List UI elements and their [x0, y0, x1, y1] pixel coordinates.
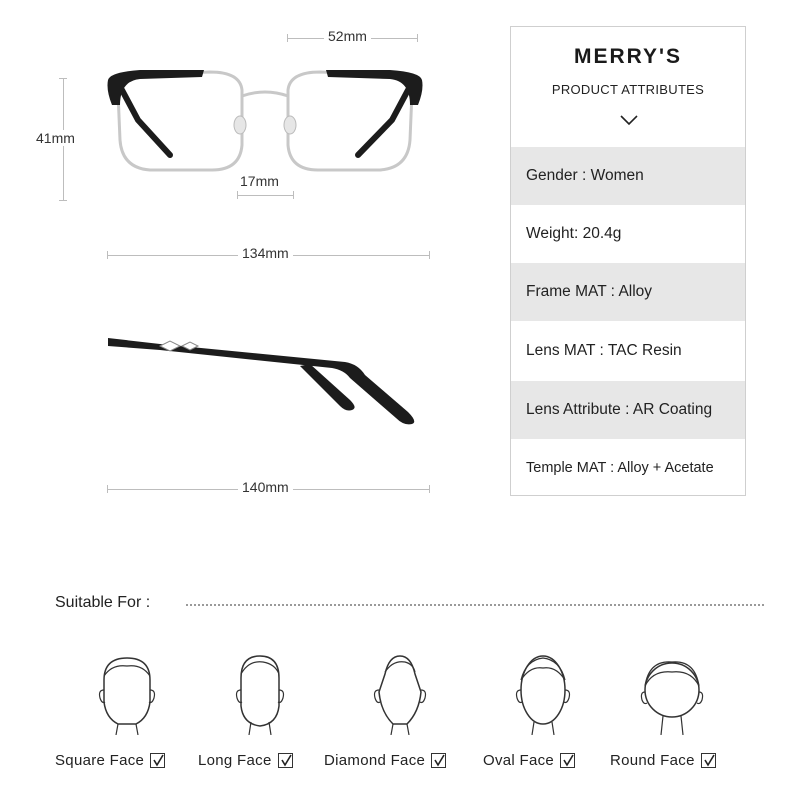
checkbox-checked-icon [560, 753, 575, 768]
face-label-diamond-text: Diamond Face [324, 752, 426, 769]
checkbox-checked-icon [701, 753, 716, 768]
lens-height-tick-top [59, 78, 67, 79]
square-face-icon [92, 650, 162, 735]
face-label-oval-text: Oval Face [483, 752, 555, 769]
attr-lens-mat-text: Lens MAT : TAC Resin [526, 342, 682, 359]
bridge-width-line [237, 195, 293, 196]
lens-width-tick-left [287, 34, 288, 42]
frame-width-tick-right [429, 251, 430, 259]
temple-length-tick-left [107, 485, 108, 493]
attr-weight-text: Weight: 20.4g [526, 225, 622, 242]
lens-width-tick-right [417, 34, 418, 42]
lens-width-label: 52mm [324, 28, 371, 44]
temple-side-icon [100, 330, 430, 430]
bridge-width-label: 17mm [236, 173, 283, 189]
checkbox-checked-icon [278, 753, 293, 768]
face-label-square [55, 752, 165, 769]
oval-face-icon [508, 650, 578, 735]
round-face-icon [637, 650, 707, 735]
face-label-oval [483, 752, 575, 769]
face-label-round [610, 752, 716, 769]
lens-height-tick-bottom [59, 200, 67, 201]
attr-row-temple-mat [511, 439, 745, 497]
attr-row-weight [511, 205, 745, 263]
face-label-round-text: Round Face [610, 752, 695, 769]
diamond-face-icon [365, 650, 435, 735]
lens-height-label: 41mm [32, 130, 79, 146]
long-face-icon [225, 650, 295, 735]
attr-row-lens-attribute [511, 381, 745, 439]
attr-lens-attribute-text: Lens Attribute : AR Coating [526, 401, 713, 418]
attr-temple-mat-text: Temple MAT : Alloy + Acetate [526, 460, 714, 476]
glasses-front-icon [100, 60, 430, 180]
dotted-divider [186, 604, 764, 606]
chevron-down-icon [619, 113, 639, 132]
face-label-long-text: Long Face [198, 752, 272, 769]
glasses-front-view [100, 60, 430, 180]
suitable-for-title: Suitable For : [55, 594, 151, 611]
attr-frame-mat-text: Frame MAT : Alloy [526, 283, 653, 300]
checkbox-checked-icon [150, 753, 165, 768]
frame-width-tick-left [107, 251, 108, 259]
product-attributes-panel [510, 26, 746, 496]
attr-row-frame-mat [511, 263, 745, 321]
face-label-diamond [324, 752, 446, 769]
glasses-side-view [100, 330, 430, 430]
attr-gender-text: Gender : Women [526, 167, 644, 184]
brand-logo: MERRY'S [573, 45, 683, 68]
temple-length-tick-right [429, 485, 430, 493]
panel-subtitle: PRODUCT ATTRIBUTES [551, 82, 705, 97]
temple-length-label: 140mm [238, 479, 293, 495]
frame-width-label: 134mm [238, 245, 293, 261]
face-label-long [198, 752, 293, 769]
checkbox-checked-icon [431, 753, 446, 768]
bridge-width-tick-left [237, 191, 238, 199]
attr-row-gender [511, 147, 745, 205]
face-label-square-text: Square Face [55, 752, 145, 769]
bridge-width-tick-right [293, 191, 294, 199]
attr-row-lens-mat [511, 322, 745, 380]
